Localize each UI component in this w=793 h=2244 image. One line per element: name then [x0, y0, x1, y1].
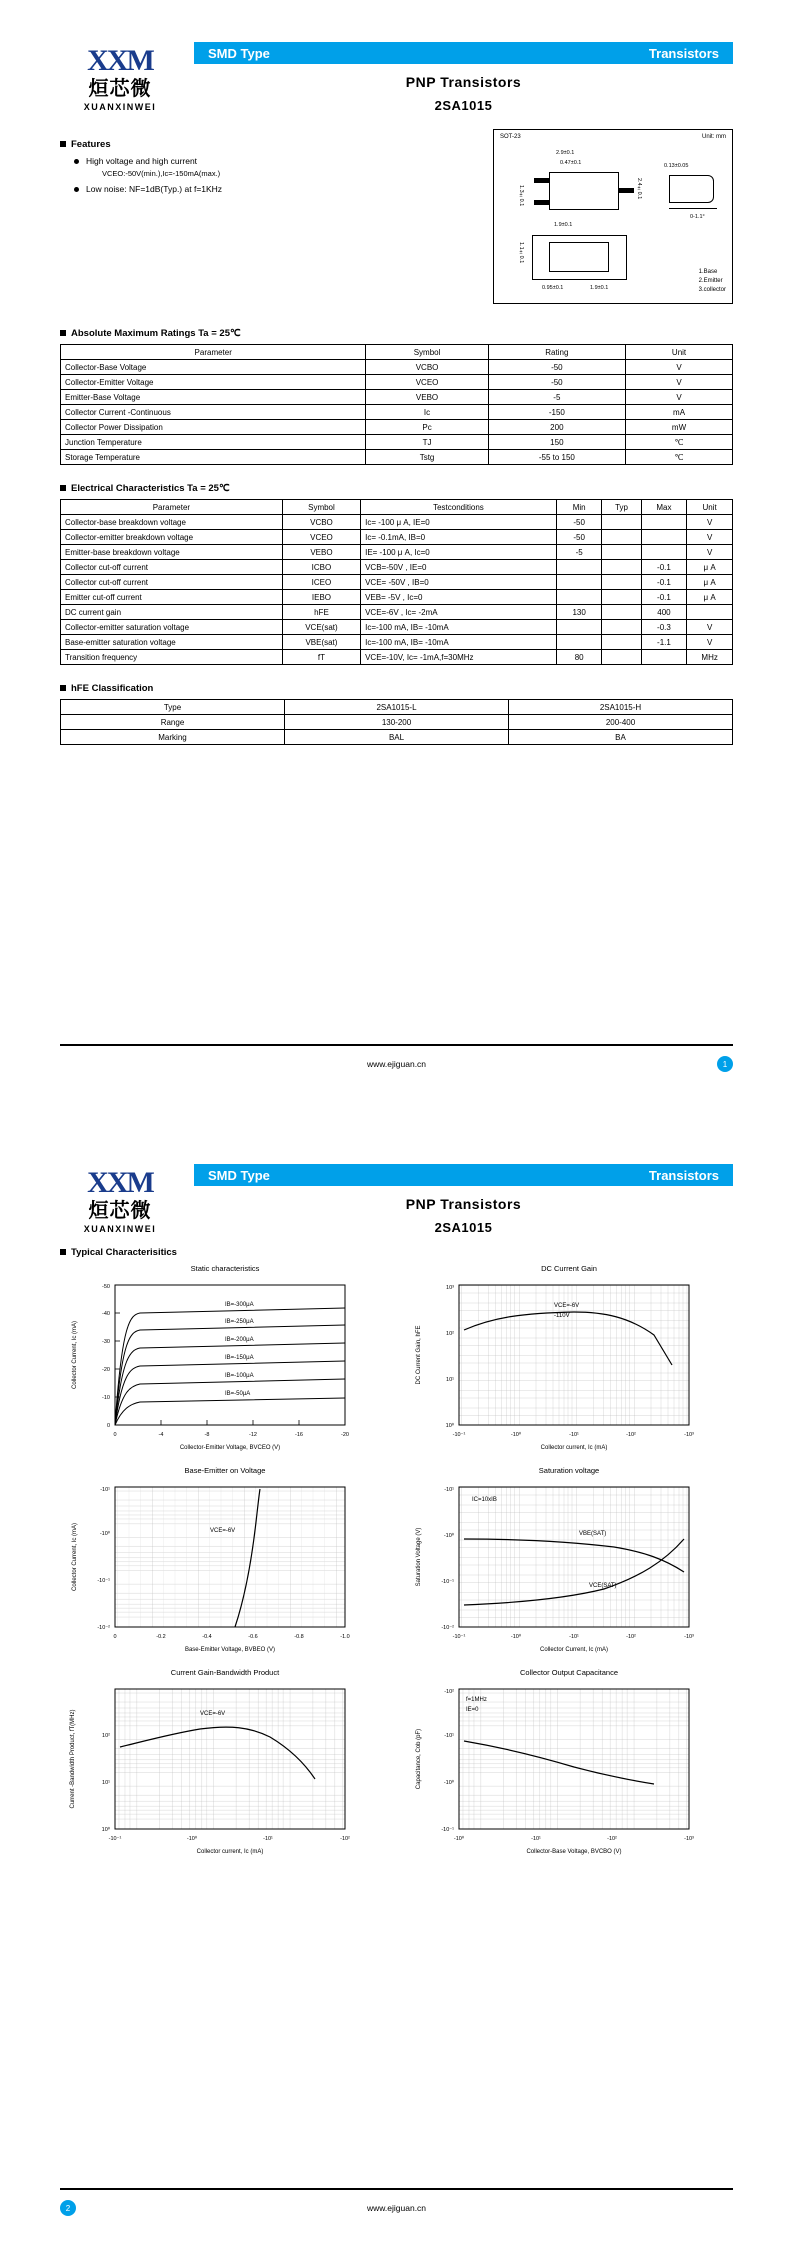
chart-plot — [404, 1477, 734, 1662]
svg-text:-10²: -10² — [444, 1689, 454, 1695]
svg-text:-20: -20 — [102, 1367, 110, 1373]
chart-dc-current-gain — [404, 1264, 734, 1460]
y-axis-label: Collector Current, Ic (mA) — [72, 1320, 78, 1390]
chart-title: Base-Emitter on Voltage — [184, 1466, 266, 1475]
package-bottom-body — [549, 242, 609, 272]
svg-text:-10⁰: -10⁰ — [186, 1836, 198, 1842]
y-axis-label: Current -Bandwidth Product, fT(MHz) — [70, 1709, 76, 1809]
svg-text:-1.0: -1.0 — [340, 1634, 350, 1640]
x-axis-label: Collector current, Ic (mA) — [540, 1445, 608, 1451]
logo-mark: XXM — [87, 1166, 153, 1199]
abs-max-heading: Absolute Maximum Ratings Ta = 25℃ — [60, 328, 733, 339]
banner-left-label: SMD Type — [208, 1167, 270, 1183]
dim-body-h: 1.1±0.1 — [518, 242, 524, 264]
svg-text:-50: -50 — [102, 1284, 110, 1290]
pin-bottom-left — [534, 200, 549, 205]
dim-top-w2: 0.47±0.1 — [560, 160, 582, 166]
col-parameter: Parameter — [61, 345, 366, 360]
table-header-row — [61, 345, 733, 360]
y-axis-label: Saturation Voltage (V) — [416, 1527, 422, 1587]
package-body-top — [549, 172, 619, 210]
package-unit: Unit: mm — [702, 134, 726, 140]
svg-text:10²: 10² — [102, 1733, 110, 1739]
chart-saturation-voltage — [404, 1466, 734, 1662]
svg-text:-8: -8 — [204, 1432, 210, 1438]
svg-text:IB=-200μA: IB=-200μA — [225, 1337, 254, 1343]
svg-text:f=1MHz: f=1MHz — [466, 1697, 487, 1703]
svg-text:-16: -16 — [295, 1432, 303, 1438]
package-side-view — [669, 175, 714, 203]
pin-right — [619, 188, 634, 193]
absolute-maximum-ratings-table — [60, 344, 733, 465]
svg-text:10²: 10² — [446, 1331, 454, 1337]
chart-plot — [60, 1679, 390, 1864]
feature-item: Low noise: NF=1dB(Typ.) at f=1KHz — [74, 184, 380, 194]
dim-lead: 0.95±0.1 — [542, 285, 564, 291]
table-row: Transition frequency fT VCE=-10V, Ic= -1mA,f=30MHz 80 MHz — [61, 650, 733, 665]
svg-text:VCE=-6V: VCE=-6V — [554, 1303, 580, 1309]
table-row: Collector Power Dissipation Pc 200 mW — [61, 420, 733, 435]
x-axis-label: Collector-Base Voltage, BVCBO (V) — [526, 1849, 622, 1855]
logo-chinese-name: 烜芯微 — [88, 1200, 152, 1222]
svg-text:-10¹: -10¹ — [569, 1432, 579, 1438]
x-axis-label: Collector current, Ic (mA) — [196, 1849, 264, 1855]
bullet-square-icon — [60, 330, 66, 336]
svg-text:-10³: -10³ — [684, 1836, 694, 1842]
bullet-square-icon — [60, 1249, 66, 1255]
table-row: Collector-base breakdown voltage VCBO Ic= -100 μ A, IE=0 -50 V — [61, 515, 733, 530]
svg-text:VCE=-6V: VCE=-6V — [210, 1528, 236, 1534]
svg-text:VBE(SAT): VBE(SAT) — [579, 1531, 607, 1537]
bottom-sep-1 — [532, 235, 627, 236]
bullet-square-icon — [60, 141, 66, 147]
logo-english-name: XUANXINWEI — [83, 102, 157, 112]
svg-text:-10¹: -10¹ — [100, 1487, 110, 1493]
pin-top-left — [534, 178, 549, 183]
table-row: Collector-Emitter Voltage VCEO -50 V — [61, 375, 733, 390]
chart-plot — [60, 1275, 390, 1460]
page-2-footer — [60, 2188, 733, 2218]
svg-text:-10¹: -10¹ — [531, 1836, 541, 1842]
x-axis-label: Collector Current, Ic (mA) — [539, 1647, 609, 1653]
dim-right-h: 2.4±0.1 — [636, 178, 642, 200]
svg-text:-10⁰: -10⁰ — [99, 1531, 110, 1537]
col-unit: Unit — [626, 345, 733, 360]
svg-text:10⁰: 10⁰ — [445, 1423, 454, 1429]
footer-url[interactable]: www.ejiguan.cn — [366, 2203, 427, 2213]
chart-collector-output-capacitance — [404, 1668, 734, 1864]
chart-plot — [404, 1275, 734, 1460]
feature-item: High voltage and high current VCEO:-50V(min.),Ic=-150mA(max.) — [74, 156, 380, 178]
y-axis-label: Collector Current, Ic (mA) — [72, 1522, 78, 1592]
footer-divider — [60, 1044, 733, 1046]
table-row: Collector-Base Voltage VCBO -50 V — [61, 360, 733, 375]
svg-text:-10⁻¹: -10⁻¹ — [108, 1836, 122, 1842]
dim-mid: 1.9±0.1 — [554, 222, 573, 228]
chart-title: Current Gain-Bandwidth Product — [170, 1668, 280, 1677]
x-axis-label: Base-Emitter Voltage, BVBEO (V) — [184, 1647, 276, 1653]
svg-text:-10: -10 — [102, 1395, 110, 1401]
svg-text:IB=-300μA: IB=-300μA — [225, 1302, 254, 1308]
svg-text:-10²: -10² — [626, 1634, 636, 1640]
electrical-characteristics-table — [60, 499, 733, 665]
typical-characteristics-heading: Typical Characterisitics — [60, 1247, 733, 1258]
dim-pitch: 0-1.1° — [690, 214, 705, 220]
company-logo — [60, 1164, 180, 1234]
bullet-square-icon — [60, 485, 66, 491]
pin-assignment-list — [699, 268, 726, 295]
svg-text:-10⁻¹: -10⁻¹ — [97, 1578, 110, 1584]
table-row: Collector cut-off current ICBO VCB=-50V , IE=0 -0.1 μ A — [61, 560, 733, 575]
svg-text:-10³: -10³ — [684, 1432, 694, 1438]
table-row: Type 2SA1015-L 2SA1015-H — [61, 700, 733, 715]
table-row: Emitter-base breakdown voltage VEBO IE= -100 μ A, Ic=0 -5 V — [61, 545, 733, 560]
chart-plot — [404, 1679, 734, 1864]
svg-text:-10⁻¹: -10⁻¹ — [452, 1432, 466, 1438]
col-symbol: Symbol — [282, 500, 360, 515]
svg-text:10¹: 10¹ — [446, 1377, 454, 1383]
footer-url[interactable]: www.ejiguan.cn — [366, 1059, 427, 1069]
svg-text:IB=-250μA: IB=-250μA — [225, 1319, 254, 1325]
page-number: 1 — [717, 1056, 733, 1072]
svg-text:-0.4: -0.4 — [202, 1634, 212, 1640]
dim-left-h: 1.3±0.1 — [518, 185, 524, 207]
pin-3: 3.collector — [698, 287, 726, 293]
chart-title: Saturation voltage — [538, 1466, 600, 1475]
col-rating: Rating — [488, 345, 625, 360]
page-1-footer — [60, 1044, 733, 1074]
svg-text:10³: 10³ — [446, 1285, 454, 1291]
features-heading: Features — [60, 139, 380, 150]
svg-text:-10⁰: -10⁰ — [443, 1533, 454, 1539]
col-min: Min — [556, 500, 602, 515]
table-row: DC current gain hFE VCE=-6V , Ic= -2mA 130 400 — [61, 605, 733, 620]
svg-text:-10³: -10³ — [684, 1634, 694, 1640]
col-parameter: Parameter — [61, 500, 283, 515]
page-2 — [0, 1122, 793, 2244]
bullet-square-icon — [60, 685, 66, 691]
table-row: Collector-emitter saturation voltage VCE(sat) Ic=-100 mA, IB= -10mA -0.3 V — [61, 620, 733, 635]
svg-text:VCE(SAT): VCE(SAT) — [589, 1583, 617, 1589]
y-axis-label: Capacitance, Cob (pF) — [416, 1728, 422, 1790]
x-axis-label: Collector-Emitter Voltage, BVCEO (V) — [179, 1445, 281, 1451]
svg-text:-10⁻¹: -10⁻¹ — [452, 1634, 466, 1640]
table-row: Base-emitter saturation voltage VBE(sat) Ic=-100 mA, IB= -10mA -1.1 V — [61, 635, 733, 650]
table-header-row — [61, 500, 733, 515]
svg-text:-10¹: -10¹ — [569, 1634, 579, 1640]
svg-text:-10¹: -10¹ — [263, 1836, 273, 1842]
svg-text:-10²: -10² — [626, 1432, 636, 1438]
svg-text:VCE=-6V: VCE=-6V — [200, 1711, 226, 1717]
chart-base-emitter-on-voltage — [60, 1466, 390, 1662]
svg-text:0: 0 — [113, 1634, 117, 1640]
svg-text:IE=0: IE=0 — [466, 1707, 479, 1713]
chart-title: Collector Output Capacitance — [520, 1668, 618, 1677]
svg-text:10⁰: 10⁰ — [101, 1827, 110, 1833]
feature-sub: VCEO:-50V(min.),Ic=-150mA(max.) — [102, 169, 221, 178]
svg-text:-10²: -10² — [340, 1836, 350, 1842]
table-row: Range 130-200 200-400 — [61, 715, 733, 730]
svg-text:-10⁰: -10⁰ — [510, 1634, 522, 1640]
table-row: Collector cut-off current ICEO VCE= -50V , IB=0 -0.1 μ A — [61, 575, 733, 590]
dim-lead2: 1.9±0.1 — [590, 285, 609, 291]
svg-text:-110V: -110V — [554, 1313, 570, 1319]
logo-english-name: XUANXINWEI — [83, 1224, 157, 1234]
chart-static-characteristics — [60, 1264, 390, 1460]
table-row: Junction Temperature TJ 150 ℃ — [61, 435, 733, 450]
table-row: Storage Temperature Tstg -55 to 150 ℃ — [61, 450, 733, 465]
svg-text:IC=10xIB: IC=10xIB — [472, 1497, 497, 1503]
chart-gain-bandwidth-product — [60, 1668, 390, 1864]
page-number: 2 — [60, 2200, 76, 2216]
hfe-heading: hFE Classification — [60, 683, 733, 694]
svg-text:-30: -30 — [102, 1339, 110, 1345]
svg-text:-10⁰: -10⁰ — [443, 1780, 454, 1786]
svg-text:-20: -20 — [341, 1432, 349, 1438]
table-row: Emitter cut-off current IEBO VEB= -5V , Ic=0 -0.1 μ A — [61, 590, 733, 605]
svg-text:-12: -12 — [249, 1432, 257, 1438]
table-row: Marking BAL BA — [61, 730, 733, 745]
y-axis-label: DC Current Gain, hFE — [416, 1325, 422, 1385]
page-header — [60, 0, 733, 113]
dim-top-w: 2.9±0.1 — [556, 150, 575, 156]
svg-text:-0.6: -0.6 — [248, 1634, 258, 1640]
col-max: Max — [641, 500, 687, 515]
svg-text:-10²: -10² — [607, 1836, 617, 1842]
svg-text:-10⁰: -10⁰ — [453, 1836, 465, 1842]
dim-thick: 0.13±0.05 — [664, 163, 689, 169]
svg-text:-10⁻²: -10⁻² — [441, 1625, 454, 1631]
header-banner — [194, 1164, 733, 1186]
banner-right-label: Transistors — [648, 45, 719, 61]
table-row: Collector Current -Continuous Ic -150 mA — [61, 405, 733, 420]
part-number: 2SA1015 — [434, 1220, 493, 1235]
col-symbol: Symbol — [366, 345, 488, 360]
banner-left-label: SMD Type — [208, 45, 270, 61]
logo-chinese-name: 烜芯微 — [88, 78, 152, 100]
table-row: Collector-emitter breakdown voltage VCEO Ic= -0.1mA, IB=0 -50 V — [61, 530, 733, 545]
page-header — [60, 1122, 733, 1235]
company-logo — [60, 42, 180, 112]
chart-title: Static characteristics — [190, 1264, 260, 1273]
svg-text:-10⁰: -10⁰ — [510, 1432, 522, 1438]
chart-plot — [60, 1477, 390, 1662]
pin-2: 2.Emitter — [698, 278, 723, 284]
package-outline-drawing — [493, 129, 733, 304]
col-typ: Typ — [602, 500, 641, 515]
svg-text:10¹: 10¹ — [102, 1780, 110, 1786]
table-row: Emitter-Base Voltage VEBO -5 V — [61, 390, 733, 405]
document-title: PNP Transistors — [405, 1196, 522, 1212]
svg-text:-10⁻¹: -10⁻¹ — [441, 1579, 454, 1585]
svg-text:IB=-100μA: IB=-100μA — [225, 1373, 254, 1379]
header-banner — [194, 42, 733, 64]
svg-text:0: 0 — [113, 1432, 117, 1438]
svg-text:IB=-50μA: IB=-50μA — [225, 1391, 251, 1397]
package-name: SOT-23 — [500, 134, 521, 140]
svg-text:0: 0 — [106, 1423, 110, 1429]
hfe-classification-table — [60, 699, 733, 745]
svg-text:-10⁻²: -10⁻² — [97, 1625, 110, 1631]
pin-1: 1.Base — [698, 269, 718, 275]
part-number: 2SA1015 — [434, 98, 493, 113]
col-testconditions: Testconditions — [361, 500, 557, 515]
svg-text:-10⁻¹: -10⁻¹ — [441, 1827, 454, 1833]
banner-right-label: Transistors — [648, 1167, 719, 1183]
svg-text:IB=-150μA: IB=-150μA — [225, 1355, 254, 1361]
characteristics-charts — [60, 1264, 733, 1864]
svg-text:-0.2: -0.2 — [156, 1634, 166, 1640]
electrical-heading: Electrical Characteristics Ta = 25℃ — [60, 483, 733, 494]
seating-plane — [669, 208, 717, 209]
svg-text:-10¹: -10¹ — [444, 1487, 454, 1493]
footer-divider — [60, 2188, 733, 2190]
col-unit: Unit — [687, 500, 733, 515]
logo-mark: XXM — [87, 44, 153, 77]
svg-text:-0.8: -0.8 — [294, 1634, 304, 1640]
svg-text:-40: -40 — [102, 1311, 110, 1317]
svg-text:-4: -4 — [158, 1432, 164, 1438]
document-title: PNP Transistors — [405, 74, 522, 90]
svg-text:-10¹: -10¹ — [444, 1733, 454, 1739]
chart-title: DC Current Gain — [541, 1264, 597, 1273]
